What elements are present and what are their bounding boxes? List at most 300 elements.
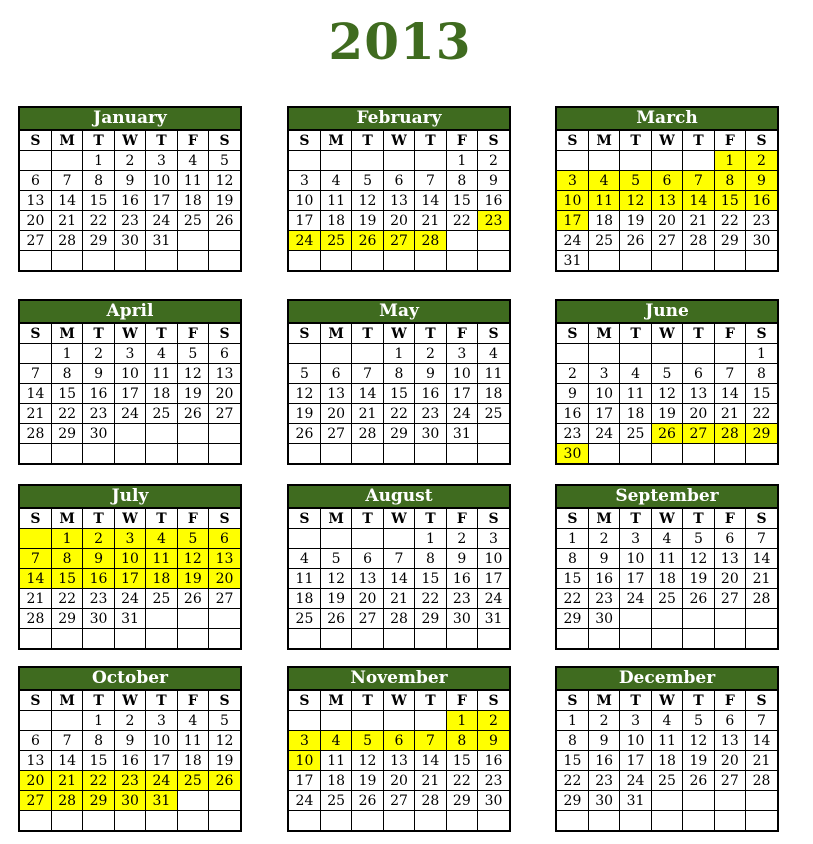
weekday-header: W (114, 324, 145, 344)
weekday-header: S (20, 131, 51, 151)
day-cell: 26 (620, 231, 651, 251)
day-cell: 5 (352, 171, 383, 191)
empty-cell (557, 629, 588, 649)
day-cell: 7 (352, 364, 383, 384)
month-grid (557, 131, 777, 270)
day-cell: 2 (83, 344, 114, 364)
day-cell: 18 (478, 384, 509, 404)
empty-cell (683, 609, 714, 629)
day-cell: 13 (20, 191, 51, 211)
empty-cell (683, 811, 714, 831)
empty-cell (446, 811, 477, 831)
empty-cell (557, 811, 588, 831)
day-cell: 17 (289, 211, 320, 231)
empty-cell (114, 444, 145, 464)
day-cell: 13 (383, 751, 414, 771)
weekday-header: T (146, 131, 177, 151)
day-cell: 21 (51, 211, 82, 231)
day-cell: 4 (651, 711, 682, 731)
weekday-header: T (415, 691, 446, 711)
month-title: December (557, 668, 777, 691)
day-cell: 7 (415, 731, 446, 751)
day-cell: 26 (320, 609, 351, 629)
day-cell: 5 (320, 549, 351, 569)
day-cell: 25 (588, 231, 619, 251)
empty-cell (557, 151, 588, 171)
day-cell: 9 (446, 549, 477, 569)
day-cell: 19 (209, 751, 240, 771)
day-cell: 26 (289, 424, 320, 444)
day-cell: 30 (83, 609, 114, 629)
day-cell: 21 (746, 751, 777, 771)
day-cell: 17 (146, 191, 177, 211)
day-cell: 23 (83, 404, 114, 424)
empty-cell (320, 529, 351, 549)
empty-cell (51, 629, 82, 649)
day-cell: 10 (289, 751, 320, 771)
day-cell: 11 (651, 549, 682, 569)
day-cell: 12 (209, 171, 240, 191)
day-cell: 28 (51, 791, 82, 811)
weekday-header: M (588, 509, 619, 529)
empty-cell (383, 811, 414, 831)
day-cell: 13 (714, 731, 745, 751)
empty-cell (20, 151, 51, 171)
empty-cell (588, 251, 619, 271)
day-cell: 9 (557, 384, 588, 404)
day-cell: 3 (478, 529, 509, 549)
empty-cell (177, 251, 208, 271)
day-cell: 27 (714, 771, 745, 791)
empty-cell (478, 231, 509, 251)
day-cell: 18 (651, 751, 682, 771)
month-title: March (557, 108, 777, 131)
day-cell: 15 (746, 384, 777, 404)
day-cell: 29 (383, 424, 414, 444)
empty-cell (714, 251, 745, 271)
day-cell: 2 (83, 529, 114, 549)
empty-cell (146, 629, 177, 649)
day-cell: 7 (746, 529, 777, 549)
day-cell: 20 (352, 589, 383, 609)
weekday-header: M (588, 131, 619, 151)
day-cell: 17 (114, 569, 145, 589)
day-cell: 4 (177, 711, 208, 731)
empty-cell (352, 344, 383, 364)
day-cell: 8 (557, 731, 588, 751)
weekday-header: S (478, 691, 509, 711)
empty-cell (289, 444, 320, 464)
day-cell: 7 (51, 731, 82, 751)
day-cell: 23 (446, 589, 477, 609)
weekday-header: M (320, 131, 351, 151)
weekday-header: F (714, 324, 745, 344)
day-cell: 18 (620, 404, 651, 424)
day-cell: 14 (415, 751, 446, 771)
weekday-header: M (320, 324, 351, 344)
empty-cell (620, 629, 651, 649)
empty-cell (146, 251, 177, 271)
day-cell: 19 (289, 404, 320, 424)
empty-cell (415, 444, 446, 464)
day-cell: 10 (114, 549, 145, 569)
day-cell: 19 (683, 569, 714, 589)
day-cell: 10 (146, 731, 177, 751)
empty-cell (683, 251, 714, 271)
month-april (18, 299, 242, 465)
empty-cell (320, 711, 351, 731)
weekday-header: W (651, 691, 682, 711)
empty-cell (320, 629, 351, 649)
weekday-header: F (177, 691, 208, 711)
empty-cell (289, 251, 320, 271)
day-cell: 22 (415, 589, 446, 609)
weekday-header: M (51, 509, 82, 529)
day-cell: 30 (114, 791, 145, 811)
empty-cell (51, 711, 82, 731)
day-cell: 3 (557, 171, 588, 191)
day-cell: 8 (83, 171, 114, 191)
day-cell: 3 (146, 711, 177, 731)
day-cell: 27 (20, 231, 51, 251)
empty-cell (683, 151, 714, 171)
day-cell: 10 (478, 549, 509, 569)
weekday-header: F (446, 691, 477, 711)
day-cell: 21 (352, 404, 383, 424)
day-cell: 17 (289, 771, 320, 791)
day-cell: 24 (478, 589, 509, 609)
month-grid (289, 509, 509, 648)
day-cell: 25 (620, 424, 651, 444)
weekday-header: S (289, 131, 320, 151)
day-cell: 7 (714, 364, 745, 384)
day-cell: 26 (209, 211, 240, 231)
empty-cell (114, 424, 145, 444)
day-cell: 1 (83, 711, 114, 731)
empty-cell (289, 529, 320, 549)
empty-cell (383, 151, 414, 171)
month-grid (557, 509, 777, 648)
month-october (18, 666, 242, 832)
day-cell: 22 (51, 404, 82, 424)
empty-cell (651, 151, 682, 171)
day-cell: 24 (588, 424, 619, 444)
day-cell: 30 (83, 424, 114, 444)
day-cell: 29 (446, 791, 477, 811)
day-cell: 28 (746, 589, 777, 609)
weekday-header: S (557, 324, 588, 344)
empty-cell (352, 629, 383, 649)
day-cell: 31 (620, 791, 651, 811)
weekday-header: F (714, 131, 745, 151)
weekday-header: W (383, 324, 414, 344)
day-cell: 16 (557, 404, 588, 424)
weekday-header: W (651, 131, 682, 151)
day-cell: 7 (20, 549, 51, 569)
day-cell: 4 (289, 549, 320, 569)
empty-cell (478, 251, 509, 271)
weekday-header: M (320, 509, 351, 529)
day-cell: 15 (446, 191, 477, 211)
month-february (287, 106, 511, 272)
empty-cell (209, 251, 240, 271)
day-cell: 15 (557, 751, 588, 771)
weekday-header: S (209, 691, 240, 711)
day-cell: 14 (352, 384, 383, 404)
day-cell: 8 (83, 731, 114, 751)
month-grid (289, 324, 509, 463)
day-cell: 13 (651, 191, 682, 211)
empty-cell (352, 444, 383, 464)
day-cell: 11 (478, 364, 509, 384)
empty-cell (415, 711, 446, 731)
empty-cell (746, 629, 777, 649)
day-cell: 1 (446, 151, 477, 171)
day-cell: 21 (683, 211, 714, 231)
weekday-header: S (20, 691, 51, 711)
empty-cell (51, 811, 82, 831)
day-cell: 2 (415, 344, 446, 364)
day-cell: 3 (146, 151, 177, 171)
day-cell: 25 (320, 791, 351, 811)
month-grid (289, 691, 509, 830)
empty-cell (209, 629, 240, 649)
day-cell: 6 (714, 711, 745, 731)
empty-cell (177, 231, 208, 251)
empty-cell (114, 251, 145, 271)
day-cell: 28 (20, 609, 51, 629)
empty-cell (289, 344, 320, 364)
day-cell: 29 (557, 609, 588, 629)
day-cell: 27 (209, 404, 240, 424)
empty-cell (588, 344, 619, 364)
day-cell: 6 (20, 171, 51, 191)
month-title: May (289, 301, 509, 324)
day-cell: 23 (588, 589, 619, 609)
weekday-header: T (620, 324, 651, 344)
day-cell: 15 (83, 191, 114, 211)
day-cell: 30 (588, 609, 619, 629)
day-cell: 11 (177, 731, 208, 751)
empty-cell (209, 811, 240, 831)
day-cell: 20 (383, 211, 414, 231)
day-cell: 2 (114, 151, 145, 171)
day-cell: 24 (146, 211, 177, 231)
weekday-header: S (209, 131, 240, 151)
weekday-header: F (177, 509, 208, 529)
weekday-header: F (714, 691, 745, 711)
day-cell: 5 (620, 171, 651, 191)
day-cell: 18 (651, 569, 682, 589)
empty-cell (620, 444, 651, 464)
month-title: June (557, 301, 777, 324)
day-cell: 28 (415, 231, 446, 251)
day-cell: 11 (620, 384, 651, 404)
day-cell: 5 (683, 711, 714, 731)
day-cell: 31 (478, 609, 509, 629)
weekday-header: S (478, 509, 509, 529)
month-grid (289, 131, 509, 270)
empty-cell (651, 609, 682, 629)
empty-cell (478, 629, 509, 649)
empty-cell (114, 811, 145, 831)
day-cell: 18 (177, 191, 208, 211)
day-cell: 26 (352, 231, 383, 251)
day-cell: 2 (557, 364, 588, 384)
month-grid (20, 131, 240, 270)
day-cell: 22 (51, 589, 82, 609)
day-cell: 4 (588, 171, 619, 191)
day-cell: 27 (352, 609, 383, 629)
day-cell: 21 (20, 589, 51, 609)
weekday-header: T (620, 131, 651, 151)
month-november (287, 666, 511, 832)
day-cell: 1 (51, 529, 82, 549)
weekday-header: W (651, 509, 682, 529)
empty-cell (588, 811, 619, 831)
empty-cell (714, 811, 745, 831)
empty-cell (177, 811, 208, 831)
day-cell: 31 (557, 251, 588, 271)
day-cell: 13 (352, 569, 383, 589)
day-cell: 10 (446, 364, 477, 384)
weekday-header: T (83, 131, 114, 151)
weekday-header: F (714, 509, 745, 529)
weekday-header: S (746, 324, 777, 344)
day-cell: 25 (651, 589, 682, 609)
empty-cell (177, 444, 208, 464)
day-cell: 25 (146, 589, 177, 609)
weekday-header: S (746, 509, 777, 529)
day-cell: 3 (446, 344, 477, 364)
empty-cell (83, 811, 114, 831)
day-cell: 7 (20, 364, 51, 384)
day-cell: 26 (651, 424, 682, 444)
day-cell: 3 (289, 171, 320, 191)
day-cell: 28 (383, 609, 414, 629)
day-cell: 23 (114, 211, 145, 231)
empty-cell (714, 344, 745, 364)
day-cell: 16 (114, 751, 145, 771)
weekday-header: M (51, 131, 82, 151)
day-cell: 2 (446, 529, 477, 549)
day-cell: 24 (114, 404, 145, 424)
day-cell: 2 (478, 711, 509, 731)
day-cell: 11 (320, 191, 351, 211)
weekday-header: F (177, 131, 208, 151)
day-cell: 24 (446, 404, 477, 424)
day-cell: 11 (146, 549, 177, 569)
day-cell: 1 (51, 344, 82, 364)
day-cell: 1 (714, 151, 745, 171)
day-cell: 5 (177, 344, 208, 364)
empty-cell (714, 791, 745, 811)
day-cell: 6 (20, 731, 51, 751)
day-cell: 23 (557, 424, 588, 444)
empty-cell (83, 251, 114, 271)
day-cell: 4 (320, 731, 351, 751)
day-cell: 30 (415, 424, 446, 444)
day-cell: 23 (415, 404, 446, 424)
day-cell: 25 (320, 231, 351, 251)
weekday-header: M (51, 691, 82, 711)
day-cell: 12 (177, 364, 208, 384)
weekday-header: T (352, 691, 383, 711)
weekday-header: F (446, 509, 477, 529)
day-cell: 26 (177, 404, 208, 424)
day-cell: 22 (383, 404, 414, 424)
empty-cell (383, 251, 414, 271)
day-cell: 21 (51, 771, 82, 791)
month-july (18, 484, 242, 650)
day-cell: 20 (714, 569, 745, 589)
day-cell: 2 (588, 529, 619, 549)
weekday-header: M (588, 691, 619, 711)
day-cell: 16 (478, 751, 509, 771)
day-cell: 28 (20, 424, 51, 444)
day-cell: 28 (352, 424, 383, 444)
day-cell: 19 (651, 404, 682, 424)
day-cell: 18 (588, 211, 619, 231)
empty-cell (352, 711, 383, 731)
empty-cell (51, 444, 82, 464)
empty-cell (320, 811, 351, 831)
empty-cell (209, 444, 240, 464)
day-cell: 15 (714, 191, 745, 211)
empty-cell (446, 231, 477, 251)
day-cell: 31 (146, 231, 177, 251)
empty-cell (320, 344, 351, 364)
day-cell: 10 (557, 191, 588, 211)
day-cell: 28 (51, 231, 82, 251)
day-cell: 26 (683, 589, 714, 609)
day-cell: 19 (352, 771, 383, 791)
day-cell: 14 (383, 569, 414, 589)
day-cell: 25 (177, 211, 208, 231)
day-cell: 6 (209, 529, 240, 549)
day-cell: 17 (146, 751, 177, 771)
empty-cell (289, 629, 320, 649)
day-cell: 18 (320, 771, 351, 791)
day-cell: 10 (588, 384, 619, 404)
day-cell: 15 (415, 569, 446, 589)
day-cell: 2 (588, 711, 619, 731)
empty-cell (177, 424, 208, 444)
weekday-header: W (383, 691, 414, 711)
day-cell: 25 (651, 771, 682, 791)
day-cell: 1 (557, 711, 588, 731)
weekday-header: S (209, 509, 240, 529)
day-cell: 5 (683, 529, 714, 549)
day-cell: 18 (289, 589, 320, 609)
day-cell: 8 (446, 731, 477, 751)
empty-cell (209, 231, 240, 251)
day-cell: 18 (146, 384, 177, 404)
weekday-header: T (415, 324, 446, 344)
day-cell: 21 (20, 404, 51, 424)
day-cell: 7 (383, 549, 414, 569)
empty-cell (146, 609, 177, 629)
day-cell: 3 (620, 711, 651, 731)
empty-cell (620, 151, 651, 171)
empty-cell (320, 251, 351, 271)
day-cell: 23 (588, 771, 619, 791)
day-cell: 30 (114, 231, 145, 251)
day-cell: 16 (114, 191, 145, 211)
day-cell: 5 (209, 711, 240, 731)
empty-cell (620, 251, 651, 271)
day-cell: 6 (683, 364, 714, 384)
